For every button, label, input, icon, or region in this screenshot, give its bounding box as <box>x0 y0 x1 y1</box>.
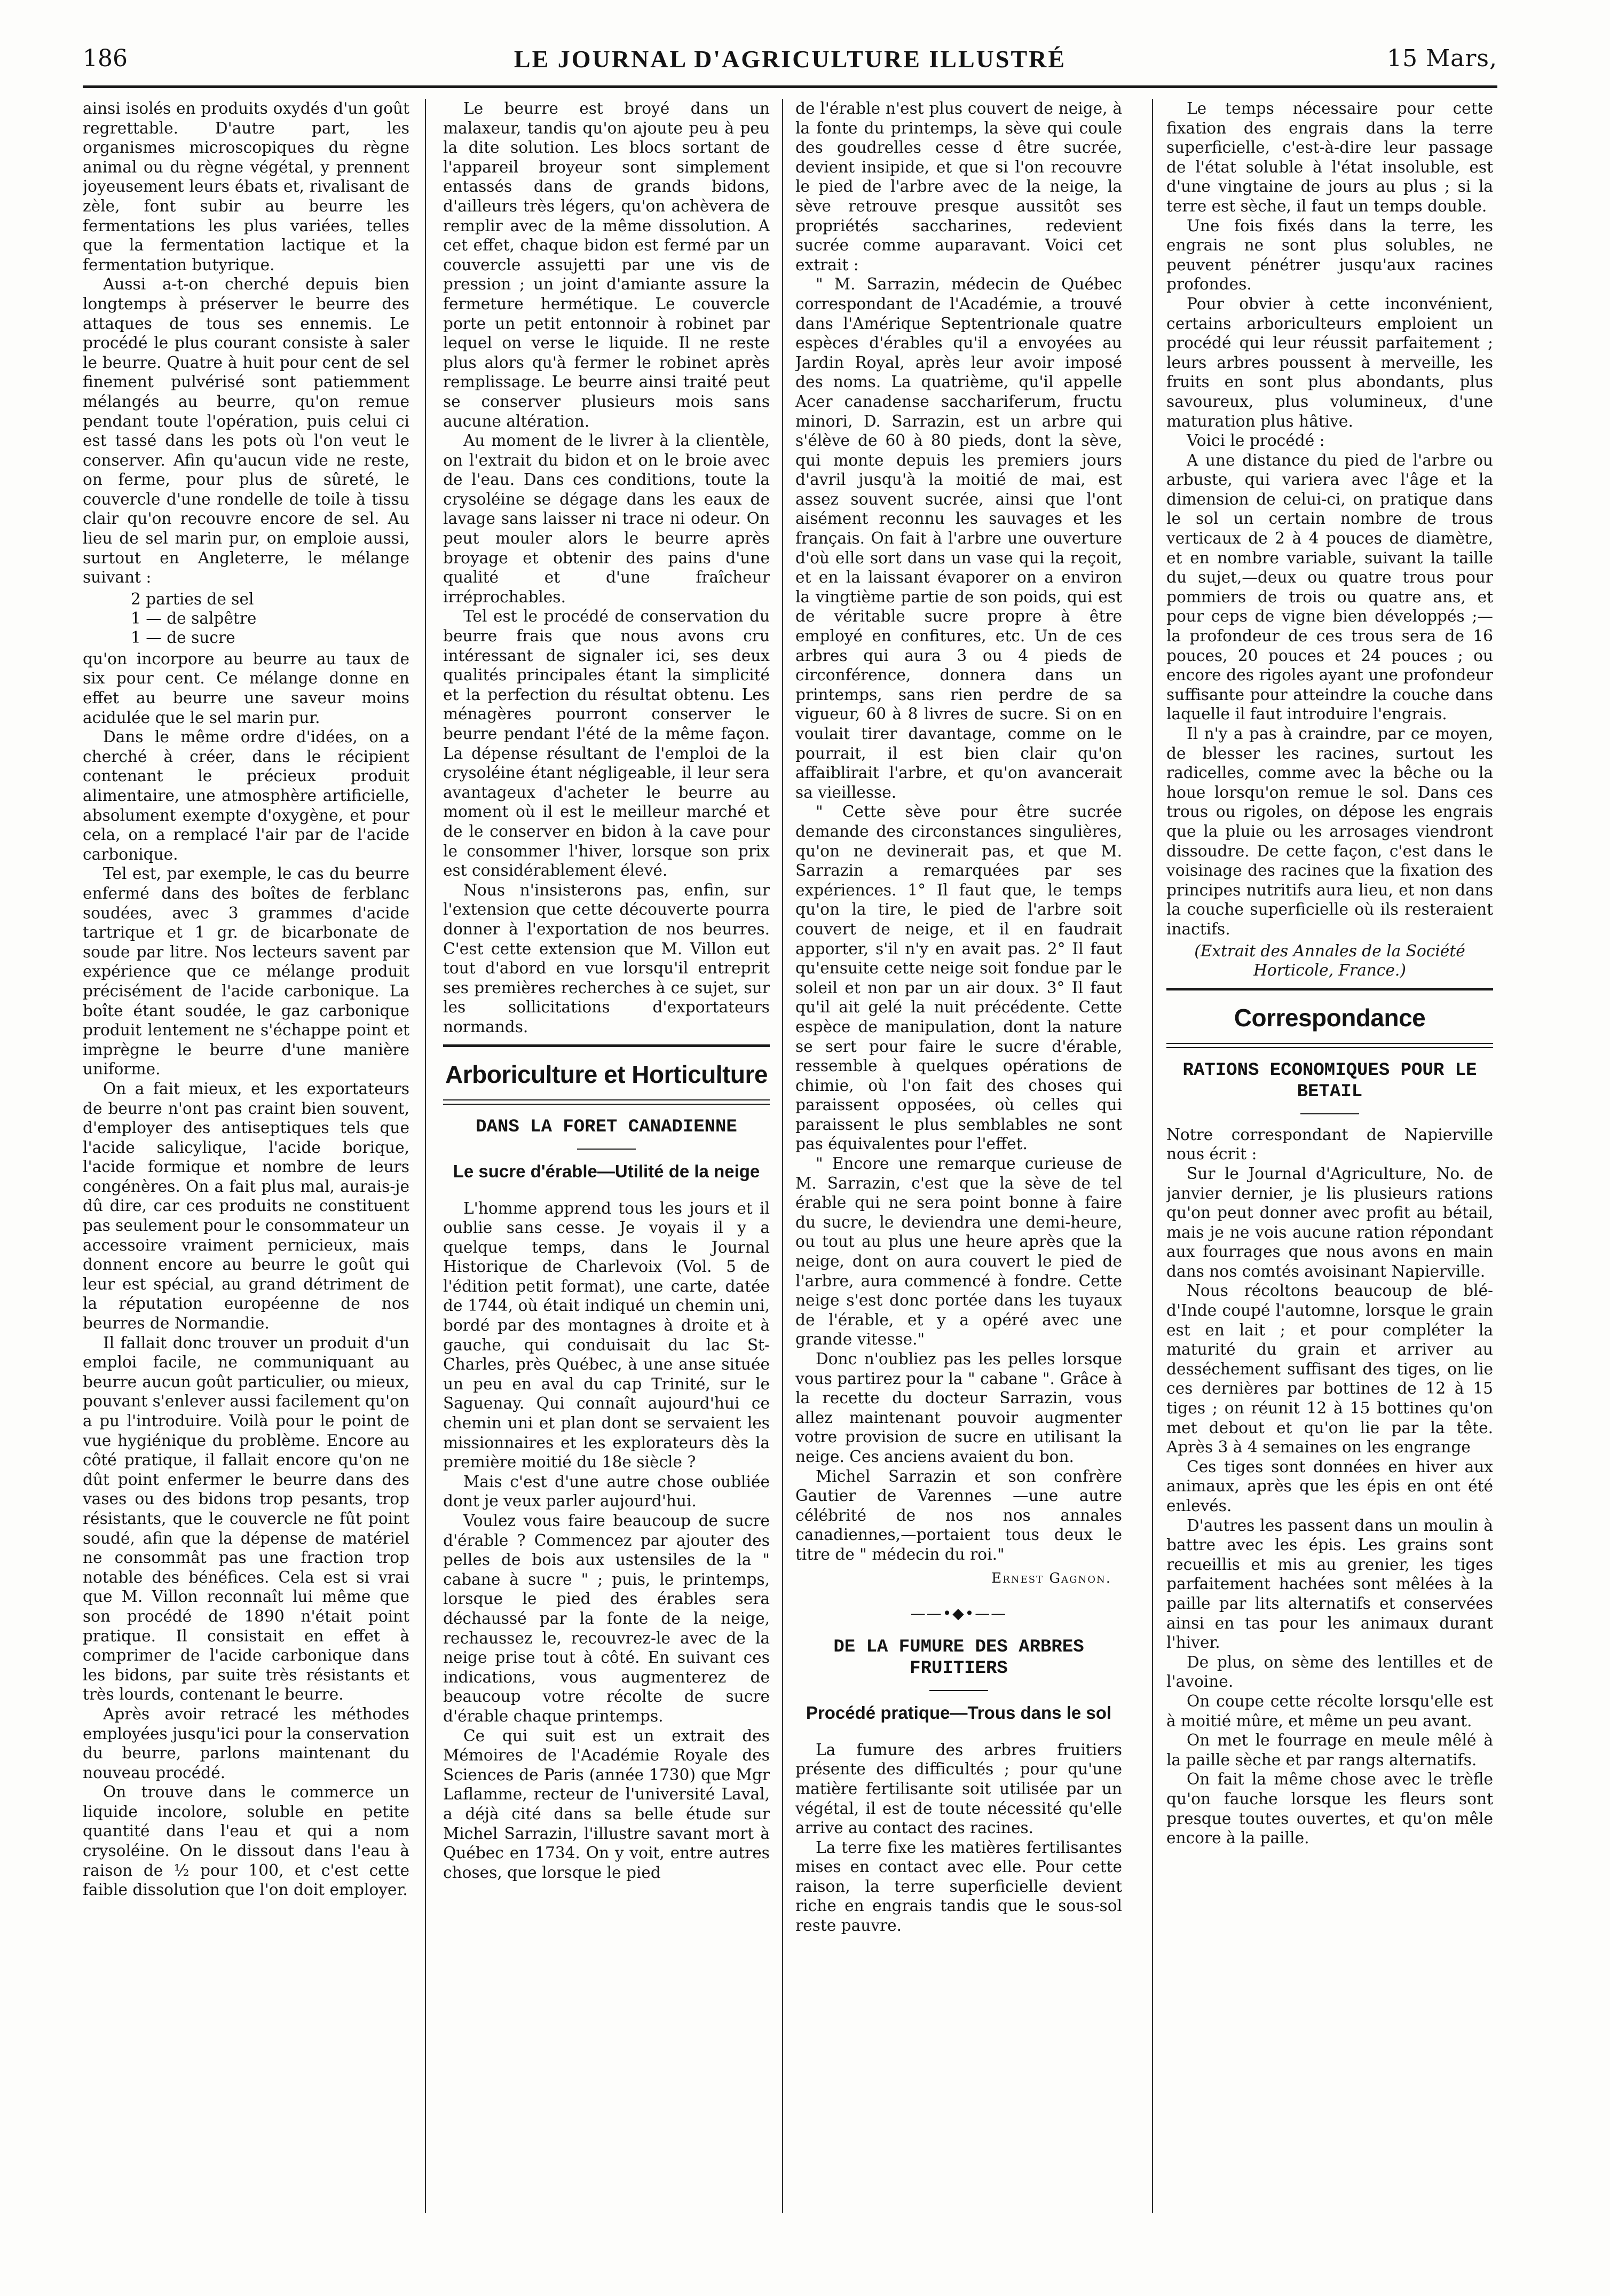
paragraph: On trouve dans le commerce un liquide incolore, soluble en petite quantité dans l'eau et qui a nom crysoléine. On le dissout dans l'eau à raison de ½ pour 100, et c'est cette faible dissolution que l'on doit employer. <box>83 1783 409 1899</box>
paragraph: Sur le Journal d'Agriculture, No. de janvier dernier, je lis plusieurs rations qu'on peut donner avec profit au bétail, mais je ne vois aucune ration répondant aux fourrages que nous avons en main dans nos comtés avoisinant Napierville. <box>1166 1164 1493 1280</box>
article-subtitle: Procédé pratique—Trous dans le sol <box>806 1702 1112 1723</box>
paragraph: Il n'y a pas à craindre, par ce moyen, de blesser les racines, surtout les radicelles, comme avec la bêche ou la houe lorsqu'on remue le sol. Dans ces trous ou rigoles, on dépose les engrais que la pluie ou les arrosages viendront dissoudre. De cette façon, c'est dans le voisinage des racines que la fixation des principes nutritifs aura lieu, et non dans la couche superficielle où ils resteraient inactifs. <box>1166 725 1493 938</box>
paragraph: Ces tiges sont données en hiver aux animaux, après que les épis en ont été enlevés. <box>1166 1457 1493 1515</box>
column-2 <box>443 99 770 2208</box>
article-subtitle: Le sucre d'érable—Utilité de la neige <box>453 1161 760 1181</box>
column-4 <box>1166 99 1493 2208</box>
byline: Ernest Gagnon. <box>991 1570 1111 1586</box>
paragraph: Aussi a-t-on cherché depuis bien longtemps à préserver le beurre des attaques de tous ses ennemis. Le procédé le plus courant consiste à saler le beurre. Quatre à huit pour cent de sel finement pulvérisé sont patiemment mélangés au beurre, qu'on remue pendant toute l'opération, puis celui ci est tassé dans les pots où l'on veut le conserver. Afin qu'aucun vide ne reste, on ferme, pour plus de sûreté, le couvercle d'une rondelle de toile à tissu clair qu'on recouvre encore de sel. Au lieu de sel marin pur, on emploie aussi, surtout en Angleterre, le mélange suivant : <box>83 275 409 587</box>
title-rule <box>577 1149 636 1150</box>
section-title: Correspondance <box>1234 1003 1426 1032</box>
article-title: RATIONS ECONOMIQUES POUR LE BETAIL <box>1182 1060 1477 1102</box>
paragraph: Michel Sarrazin et son confrère Gautier de Varennes —une autre célébrité de nos nos annales canadiennes,—portaient tous deux le titre de " médecin du roi." <box>795 1467 1122 1563</box>
paragraph: Voici le procédé : <box>1187 431 1325 450</box>
paragraph: " Cette sève pour être sucrée demande des circonstances singulières, qu'on ne devinerait pas, et que M. Sarrazin a remarquées par ses expériences. 1° Il faut que, le temps qu'on la tire, le pied de l'arbre soit couvert de neige, et il en faudrait apporter, s'il n'y en avait pas. 2° Il faut qu'ensuite cette neige soit fondue par le soleil et non par un air doux. 3° Il faut qu'il ait gelé la nuit précédente. Cette espèce de manipulation, dont la nature se sert pour faire le sucre d'érable, ressemble à quelques opérations de chimie, où l'on fait des choses qui paraissent opposées, où celles qui paraissent le plus semblables ne sont pas équivalentes pour l'effet. <box>795 803 1122 1153</box>
source-citation-line: Horticole, France.) <box>1253 961 1406 980</box>
paragraph: Ce qui suit est un extrait des Mémoires de l'Académie Royale des Sciences de Paris (année 1730) que Mgr Laflamme, recteur de l'université Laval, a déjà cité dans sa belle étude sur Michel Sarrazin, l'illustre savant mort à Québec en 1734. On y voit, entre autres choses, que lorsque le pied <box>443 1726 770 1882</box>
paragraph: Voulez vous faire beaucoup de sucre d'érable ? Commencez par ajouter des pelles de bois aux ustensiles de la " cabane à sucre " ; puis, le printemps, lorsque le pied des érables sera déchaussé par la fonte de la neige, rechaussez le, recouvrez-le avec de la neige prise tout à côté. En suivant ces indications, vous augmenterez de beaucoup votre récolte de sucre d'érable chaque printemps. <box>443 1512 770 1725</box>
paragraph: Il fallait donc trouver un produit d'un emploi facile, ne communiquant au beurre aucun goût particulier, ou mieux, pouvant s'enlever aussi facilement qu'on a pu l'introduire. Voilà pour le point de vue hygiénique du problème. Encore au côté pratique, il fallait encore qu'on ne dût point enfermer le beurre dans des vases ou des bidons trop pesants, trop résistants, que le couvercle ne fût point soudé, afin que la dépense de matériel ne consommât pas une fraction trop notable des bénéfices. Cela est si vrai que M. Villon reconnaît lui même que son procédé de 1890 n'était point pratique. Il consistait en effet à comprimer de l'acide carbonique dans les bidons, par suite très résistants et très lourds, contenant le beurre. <box>83 1333 409 1704</box>
column-rule <box>1152 99 1153 2213</box>
section-rule <box>1166 988 1493 990</box>
issue-date: 15 Mars, <box>1387 45 1497 72</box>
paragraph: Au moment de le livrer à la clientèle, on l'extrait du bidon et on le broie avec de l'eau. Dans ces conditions, toute la crysoléine se dégage dans les eaux de lavage sans laisser ni trace ni odeur. On peut mouler alors le beurre après broyage et obtenir des pains d'une qualité et d'une fraîcheur irréprochables. <box>443 431 770 606</box>
column-1 <box>83 99 409 2208</box>
source-citation <box>1166 941 1493 980</box>
section-rule <box>1166 1043 1493 1048</box>
paragraph: Notre correspondant de Napierville nous écrit : <box>1166 1125 1493 1163</box>
recipe-list <box>83 589 409 647</box>
recipe-line: 1 — de sucre <box>131 628 235 647</box>
paper-title: LE JOURNAL D'AGRICULTURE ILLUSTRÉ <box>514 45 1067 73</box>
paragraph: On met le fourrage en meule mêlé à la paille sèche et par rangs alternatifs. <box>1166 1731 1493 1769</box>
running-header <box>83 42 1497 84</box>
paragraph: " Encore une remarque curieuse de M. Sarrazin, c'est que la sève de tel érable qui ne sera point bonne à faire du sucre, le deviendra une demi-heure, ou tout au plus une heure après que la neige, dont on aura couvert le pied de l'arbre, aura commencé à fondre. Cette neige s'est donc portée dans les tuyaux de l'érable, et y a opéré avec une grande vitesse." <box>795 1154 1122 1349</box>
paragraph: Nous récoltons beaucoup de blé-d'Inde coupé l'automne, lorsque le grain est en lait ; et pour compléter la maturité du grain et arriver au desséchement suffisant des tiges, on lie ces dernières par bottines de 12 à 15 tiges ; on réunit 12 à 15 bottines qu'on met debout et qu'on lie par la tête. Après 3 à 4 semaines on les engrange <box>1166 1281 1493 1457</box>
paragraph: On fait la même chose avec le trèfle qu'on fauche lorsque les fleurs sont presque toutes ouvertes, et qu'on mêle encore à la paille. <box>1166 1770 1493 1847</box>
page-number: 186 <box>83 45 128 72</box>
recipe-line: 2 parties de sel <box>131 589 254 608</box>
paragraph: La terre fixe les matières fertilisantes mises en contact avec elle. Pour cette raison, la terre superficielle devient riche en engrais tandis que le sous-sol reste pauvre. <box>795 1838 1122 1935</box>
paragraph: On a fait mieux, et les exportateurs de beurre n'ont pas craint bien souvent, d'employer des antiseptiques tels que l'acide salicylique, l'acide borique, l'acide formique et nombre de leurs congénères. On a fait plus mal, aurais-je dû dire, car ces produits ne constituent pas seulement pour le consommateur un accessoire vraiment pernicieux, mais donnent encore au beurre le goût qui leur est spécial, au grand détriment de la réputation européenne de nos beurres de Normandie. <box>83 1079 409 1333</box>
section-rule <box>443 1099 770 1105</box>
column-rule <box>425 99 426 2213</box>
paragraph: Mais c'est d'une autre chose oubliée dont je veux parler aujourd'hui. <box>443 1472 770 1511</box>
column-rule <box>782 99 783 2213</box>
source-citation-line: (Extrait des Annales de la Société <box>1194 941 1465 960</box>
paragraph: qu'on incorpore au beurre au taux de six pour cent. Ce mélange donne en effet au beurre une saveur moins acidulée que le sel marin pur. <box>83 649 409 727</box>
paragraph: Tel est le procédé de conservation du beurre frais que nous avons cru intéressant de signaler ici, ses deux qualités principales étant la simplicité et la perfection du résultat obtenu. Les ménagères pourront conserver le beurre pendant l'été de la même façon. La dépense résultant de l'emploi de la crysoléine étant négligeable, il leur sera avantageux d'acheter le beurre au moment où il est le meilleur marché et de le conserver en bidon à la cave pour le consommer l'hiver, lorsque son prix est considérablement élevé. <box>443 607 770 880</box>
paragraph: de l'érable n'est plus couvert de neige, à la fonte du printemps, la sève qui coule des goudrelles cesse d être sucrée, devient insipide, et que si l'on recouvre le pied de l'arbre avec de la neige, la sève retrouve presque aussitôt ses propriétés saccharines, redevient sucrée comme auparavant. Voici cet extrait : <box>795 99 1122 274</box>
article-title: DE LA FUMURE DES ARBRES FRUITIERS <box>833 1637 1084 1679</box>
paragraph: A une distance du pied de l'arbre ou arbuste, qui variera avec l'âge et la dimension de celui-ci, on pratique dans le sol un certain nombre de trous verticaux de 2 à 4 pouces de diamètre, et en nombre variable, suivant la taille du sujet,—deux ou quatre trous pour pommiers de trois ou quatre ans, et pour ceps de vigne bien développés ;—la profondeur de ces trous sera de 16 pouces, 20 pouces et 24 pouces ; ou encore des rigoles ayant une profondeur suffisante pour atteindre la couche dans laquelle il faut introduire l'engrais. <box>1166 451 1493 724</box>
header-rule <box>83 85 1497 88</box>
article-title: DANS LA FORET CANADIENNE <box>476 1116 737 1137</box>
paragraph: ainsi isolés en produits oxydés d'un goût regrettable. D'autre part, les organismes microscopiques du règne animal ou du règne végétal, y prennent joyeusement leurs ébats et, rivalisant de zèle, font subir au beurre les fermentations les plus variées, telles que la fermentation lactique et la fermentation butyrique. <box>83 99 409 274</box>
paragraph: Le temps nécessaire pour cette fixation des engrais dans la terre superficielle, c'est-à-dire leur passage de l'état soluble à l'état insoluble, est d'une vingtaine de jours au plus ; si la terre est sèche, il faut un temps double. <box>1166 99 1493 215</box>
paragraph: Dans le même ordre d'idées, on a cherché à créer, dans le récipient contenant le précieux produit alimentaire, une atmosphère artificielle, absolument exempte d'oxygène, et pour cela, on a remplacé l'air par de l'acide carbonique. <box>83 728 409 863</box>
title-rule <box>1300 1113 1359 1114</box>
title-rule <box>929 1690 988 1691</box>
paragraph: Une fois fixés dans la terre, les engrais ne sont plus solubles, ne peuvent pénétrer jusqu'aux racines profondes. <box>1166 216 1493 294</box>
ornament-divider: ——•◆•—— <box>910 1605 1007 1623</box>
section-title: Arboriculture et Horticulture <box>445 1060 768 1088</box>
recipe-line: 1 — de salpêtre <box>131 609 257 627</box>
paragraph: Pour obvier à cette inconvénient, certains arboriculteurs emploient un procédé qui leur réussit parfaitement ; leurs arbres poussent à merveille, les fruits en sont plus abondants, plus savoureux, plus volumineux, d'une maturation plus hâtive. <box>1166 294 1493 430</box>
paragraph: Nous n'insisterons pas, enfin, sur l'extension que cette découverte pourra donner à l'exportation de nos beurres. C'est cette extension que M. Villon eut tout d'abord en vue lorsqu'il entreprit ses premières recherches à ce sujet, sur les sollicitations d'exportateurs normands. <box>443 880 770 1036</box>
paragraph: D'autres les passent dans un moulin à battre avec les épis. Les grains sont recueillis et mis au grenier, les tiges parfaitement hachées sont mêlées à la paille par lits alternatifs et conservées ainsi en tas pour les animaux durant l'hiver. <box>1166 1516 1493 1652</box>
paragraph: Après avoir retracé les méthodes employées jusqu'ici pour la conservation du beurre, parlons maintenant du nouveau procédé. <box>83 1704 409 1782</box>
paragraph: " M. Sarrazin, médecin de Québec correspondant de l'Académie, a trouvé dans l'Amérique Septentrionale quatre espèces d'érables qu'il a envoyées au Jardin Royal, après leur avoir imposé des noms. La quatrième, qu'il appelle Acer canadense sacchariferum, fructu minori, D. Sarrazin, est un arbre qui s'élève de 60 à 80 pieds, dont la sève, qui monte depuis les premiers jours d'avril jusqu'à la moitié de mai, est assez souvent sucrée, ainsi que l'ont aisément reconnu les sauvages et les français. On fait à l'arbre une ouverture d'où elle sort dans un vase qui la reçoit, et en la laissant évaporer on a environ la vingtième partie de son poids, qui est de véritable sucre propre à être employé en confitures, etc. Un de ces arbres qui aura 3 ou 4 pieds de circonférence, donnera dans un printemps, sans rien perdre de sa vigueur, 60 à 8 livres de sucre. Si on en voulait tirer davantage, comme on le pourrait, il est bien clair qu'on affaiblirait l'arbre, et qu'on avancerait sa vieillesse. <box>795 275 1122 801</box>
section-rule <box>443 1044 770 1047</box>
paragraph: L'homme apprend tous les jours et il oublie sans cesse. Je voyais il y a quelque temps, dans le Journal Historique de Charlevoix (Vol. 5 de l'édition petit format), une carte, datée de 1744, où était indiqué un chemin uni, bordé par des montagnes à droite et à gauche, qui conduisait du lac St-Charles, près Québec, à une anse située un peu en aval du cap Trinité, sur le Saguenay. Qui connaît aujourd'hui ce chemin uni et plan dont se servaient les missionnaires et les explorateurs dès la première moitié du 18e siècle ? <box>443 1199 770 1472</box>
paragraph: Donc n'oubliez pas les pelles lorsque vous partirez pour la " cabane ". Grâce à la recette du docteur Sarrazin, vous allez maintenant pouvoir augmenter votre provision de sucre en utilisant la neige. Ces anciens avaient du bon. <box>795 1350 1122 1466</box>
paragraph: Le beurre est broyé dans un malaxeur, tandis qu'on ajoute peu à peu la dite solution. Les blocs sortant de l'appareil broyeur sont simplement entassés dans de grands bidons, d'ailleurs très légers, qu'on achèvera de remplir avec de la même dissolution. A cet effet, chaque bidon est fermé par un couvercle assujetti par une vis de pression ; un joint d'amiante assure la fermeture hermétique. Le couvercle porte un petit entonnoir à robinet par lequel on verse le liquide. Il ne reste plus alors qu'à fermer le robinet après remplissage. Le beurre ainsi traité peut se conserver plusieurs mois sans aucune altération. <box>443 99 770 430</box>
column-3 <box>795 99 1122 2208</box>
paragraph: De plus, on sème des lentilles et de l'avoine. <box>1166 1653 1493 1691</box>
paragraph: On coupe cette récolte lorsqu'elle est à moitié mûre, et même un peu avant. <box>1166 1692 1493 1730</box>
paragraph: Tel est, par exemple, le cas du beurre enfermé dans des boîtes de ferblanc soudées, avec 3 grammes d'acide tartrique et 1 gr. de bicarbonate de soude par litre. Nos lecteurs savent par expérience que ce mélange produit précisément de l'acide carbonique. La boîte étant soudée, le gaz carbonique produit lentement ne s'échappe point et imprègne le beurre d'une manière uniforme. <box>83 864 409 1079</box>
paragraph: La fumure des arbres fruitiers présente des difficultés ; pour qu'une matière fertilisante soit utilisée par un végétal, il est de toute nécessité qu'elle arrive au contact des racines. <box>795 1740 1122 1837</box>
